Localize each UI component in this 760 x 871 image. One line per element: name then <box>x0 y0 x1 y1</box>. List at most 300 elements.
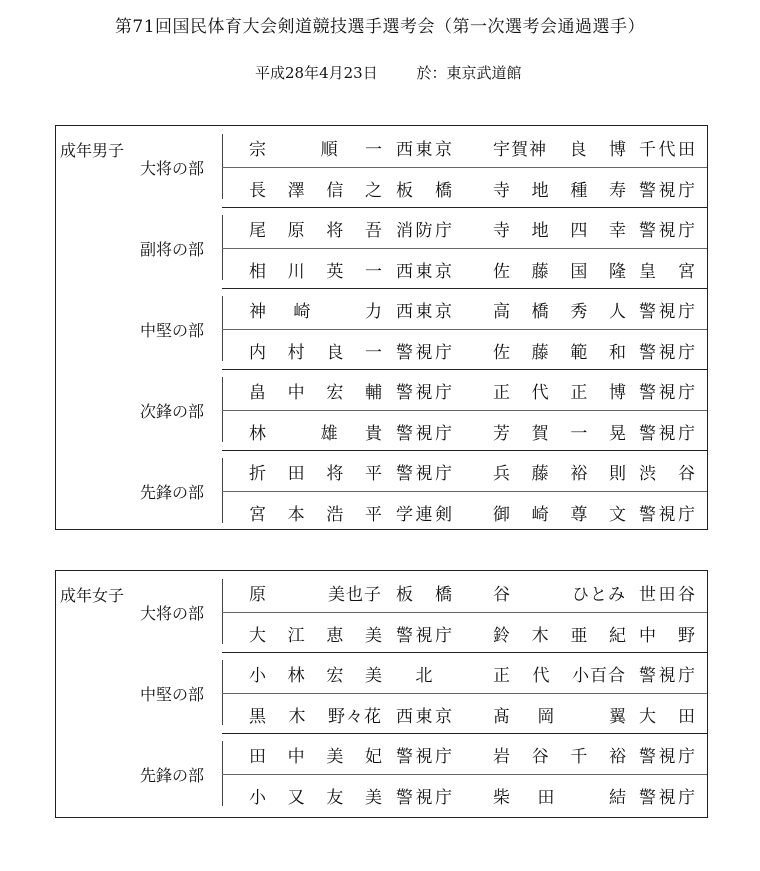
left-player-pref <box>396 500 452 525</box>
division-label: 次鋒の部 <box>140 399 206 422</box>
name-char: 地 <box>531 221 549 241</box>
pref-char: 警 <box>639 787 656 808</box>
pref-char: 視 <box>658 383 676 403</box>
right-player-name <box>493 621 626 646</box>
left-player-name <box>249 257 382 282</box>
page-title: 第71回国民体育大会剣道競技選手選考会（第一次選考会通過選手） <box>114 17 646 37</box>
pref-char: 庁 <box>678 666 695 686</box>
name-char: 江 <box>287 625 305 646</box>
left-player-name <box>249 216 382 241</box>
pref-char: 谷 <box>678 464 695 484</box>
pref-char: 視 <box>415 464 433 484</box>
left-player-pref <box>396 783 452 808</box>
pref-char: 千 <box>639 140 656 160</box>
name-char: 藤 <box>531 464 549 484</box>
pref-char: 中 <box>639 625 656 646</box>
name-char: 地 <box>531 180 549 201</box>
name-char: 友 <box>326 787 344 808</box>
name-char: 良 <box>326 342 344 363</box>
name-char: 人 <box>608 302 626 322</box>
men-section-table <box>55 125 708 530</box>
left-player-name <box>249 580 382 605</box>
name-char: 兵 <box>493 464 510 484</box>
right-player-pref <box>639 419 695 444</box>
right-player-pref <box>639 783 695 808</box>
pref-char: 庁 <box>435 383 452 403</box>
name-char: 尾 <box>249 221 266 241</box>
name-char: 佐 <box>493 261 510 282</box>
right-player-name <box>493 742 626 767</box>
name-char: 平 <box>364 504 382 525</box>
pref-char: 警 <box>639 747 656 767</box>
pref-char: 庁 <box>435 221 452 241</box>
pref-char: 東 <box>415 706 433 727</box>
pref-char: 視 <box>658 666 676 686</box>
pref-char: 視 <box>415 787 433 808</box>
right-player-name <box>493 661 626 686</box>
table-row <box>56 248 707 288</box>
left-player-pref <box>396 297 452 322</box>
pref-char: 視 <box>415 383 433 403</box>
right-player-pref <box>639 500 695 525</box>
left-player-pref <box>396 580 452 605</box>
right-player-pref <box>639 216 695 241</box>
left-player-name <box>249 459 382 484</box>
table-row <box>56 733 707 773</box>
name-char: 崎 <box>293 302 311 322</box>
name-char: 鈴 <box>493 625 510 646</box>
division-label: 先鋒の部 <box>140 480 206 503</box>
left-player-pref <box>396 459 452 484</box>
pref-char: 庁 <box>678 423 695 444</box>
table-row <box>56 329 707 369</box>
right-player-name <box>493 378 626 403</box>
name-char: 一 <box>364 261 382 282</box>
table-row <box>56 693 707 733</box>
right-player-pref <box>639 742 695 767</box>
pref-char: 田 <box>658 585 676 605</box>
right-player-name <box>493 297 626 322</box>
left-player-pref <box>396 419 452 444</box>
name-char: 原 <box>287 221 305 241</box>
left-player-name <box>249 702 382 727</box>
left-player-pref <box>396 338 452 363</box>
name-char: 妃 <box>364 747 382 767</box>
right-player-name <box>493 176 626 201</box>
pref-char: 警 <box>396 747 413 767</box>
name-char: 結 <box>608 787 626 808</box>
left-player-name <box>249 176 382 201</box>
pref-char: 防 <box>415 221 433 241</box>
name-char: 橋 <box>531 302 549 322</box>
right-player-name <box>493 135 626 160</box>
name-char: ひとみ <box>572 585 626 605</box>
division-label: 大将の部 <box>140 601 206 624</box>
name-char: 藤 <box>531 342 549 363</box>
name-char: 田 <box>537 787 555 808</box>
pref-char: 板 <box>396 180 413 201</box>
name-char: 谷 <box>531 747 549 767</box>
pref-char: 視 <box>658 504 676 525</box>
division-label: 中堅の部 <box>140 318 206 341</box>
pref-char: 板 <box>396 585 413 605</box>
name-char: 原 <box>249 585 266 605</box>
right-player-pref <box>639 459 695 484</box>
pref-char: 庁 <box>435 625 452 646</box>
pref-char: 京 <box>435 261 452 282</box>
pref-char: 庁 <box>678 302 695 322</box>
name-char: 将 <box>326 221 344 241</box>
table-row <box>56 167 707 207</box>
name-char: 翼 <box>608 706 626 727</box>
pref-char: 連 <box>415 504 433 525</box>
name-char: 英 <box>326 261 344 282</box>
name-char: 裕 <box>608 747 626 767</box>
name-char: 中 <box>287 383 305 403</box>
name-char: 博 <box>608 383 626 403</box>
name-char: 藤 <box>531 261 549 282</box>
pref-char: 北 <box>415 666 433 686</box>
name-char: 力 <box>364 302 382 322</box>
pref-char: 警 <box>396 342 413 363</box>
pref-char: 谷 <box>678 585 695 605</box>
name-char: 相 <box>249 261 266 282</box>
name-char: 美也子 <box>328 585 382 605</box>
name-char: 澤 <box>287 180 305 201</box>
name-char: 美 <box>364 666 382 686</box>
name-char: 亜 <box>570 625 588 646</box>
name-char: 貴 <box>364 423 382 444</box>
name-char: 高 <box>493 302 510 322</box>
pref-char: 田 <box>678 140 695 160</box>
name-char: 吾 <box>364 221 382 241</box>
name-char: 小 <box>249 666 266 686</box>
pref-char: 庁 <box>435 464 452 484</box>
name-char: 正 <box>570 383 588 403</box>
name-char: 美 <box>364 787 382 808</box>
pref-char: 京 <box>435 706 452 727</box>
name-char: 本 <box>287 504 305 525</box>
name-char: 四 <box>570 221 588 241</box>
right-player-pref <box>639 297 695 322</box>
pref-char: 東 <box>415 302 433 322</box>
table-row <box>56 652 707 692</box>
left-player-pref <box>396 257 452 282</box>
pref-char: 京 <box>435 140 452 160</box>
name-char: 寺 <box>493 180 510 201</box>
name-char: 御 <box>493 504 510 525</box>
pref-char: 警 <box>639 504 656 525</box>
table-row <box>56 369 707 409</box>
right-player-name <box>493 702 626 727</box>
pref-char: 視 <box>658 221 676 241</box>
pref-char: 警 <box>396 423 413 444</box>
table-row <box>56 571 707 611</box>
pref-char: 西 <box>396 140 413 160</box>
left-player-name <box>249 661 382 686</box>
pref-char: 学 <box>396 504 413 525</box>
pref-char: 庁 <box>678 221 695 241</box>
pref-char: 京 <box>435 302 452 322</box>
name-char: 則 <box>608 464 626 484</box>
name-char: 黒 <box>249 706 266 727</box>
name-char: 寿 <box>608 180 626 201</box>
name-char: 川 <box>287 261 305 282</box>
pref-char: 視 <box>658 180 676 201</box>
left-player-name <box>249 500 382 525</box>
name-char: 岩 <box>493 747 510 767</box>
pref-char: 視 <box>658 747 676 767</box>
right-player-name <box>493 338 626 363</box>
right-player-pref <box>639 338 695 363</box>
right-player-pref <box>639 621 695 646</box>
table-row <box>56 126 707 166</box>
table-row <box>56 410 707 450</box>
name-char: 紀 <box>608 625 626 646</box>
name-char: 柴 <box>493 787 510 808</box>
right-player-name <box>493 459 626 484</box>
right-player-name <box>493 216 626 241</box>
pref-char: 剣 <box>435 504 452 525</box>
pref-char: 庁 <box>678 787 695 808</box>
name-char: 裕 <box>570 464 588 484</box>
pref-char: 視 <box>415 423 433 444</box>
name-char: 村 <box>287 342 305 363</box>
name-char: 一 <box>364 342 382 363</box>
name-char: 小百合 <box>572 666 626 686</box>
name-char: 秀 <box>570 302 588 322</box>
name-char: 崎 <box>531 504 549 525</box>
left-player-name <box>249 338 382 363</box>
table-row <box>56 491 707 531</box>
name-char: 中 <box>287 747 305 767</box>
pref-char: 警 <box>396 625 413 646</box>
right-player-pref <box>639 176 695 201</box>
date-venue-line <box>255 62 522 83</box>
left-player-pref <box>396 621 452 646</box>
name-char: 文 <box>608 504 626 525</box>
pref-char: 視 <box>415 342 433 363</box>
division-label: 大将の部 <box>140 156 206 179</box>
name-char: 佐 <box>493 342 510 363</box>
name-char: 尊 <box>570 504 588 525</box>
name-char: 折 <box>249 464 266 484</box>
pref-char: 庁 <box>678 504 695 525</box>
name-char: 宇賀神 <box>493 140 547 160</box>
name-char: 林 <box>249 423 266 444</box>
pref-char: 東 <box>415 140 433 160</box>
name-char: 雄 <box>320 423 338 444</box>
pref-char: 野 <box>678 625 695 646</box>
name-char: 輔 <box>364 383 382 403</box>
division-label: 副将の部 <box>140 237 206 260</box>
right-player-pref <box>639 580 695 605</box>
right-player-pref <box>639 378 695 403</box>
pref-char: 東 <box>415 261 433 282</box>
name-char: 国 <box>570 261 588 282</box>
name-char: 小 <box>249 787 266 808</box>
pref-char: 警 <box>639 666 656 686</box>
name-char: 恵 <box>326 625 344 646</box>
pref-char: 庁 <box>435 787 452 808</box>
pref-char: 警 <box>396 383 413 403</box>
pref-char: 代 <box>658 140 676 160</box>
name-char: 将 <box>326 464 344 484</box>
left-player-name <box>249 783 382 808</box>
pref-char: 渋 <box>639 464 656 484</box>
pref-char: 警 <box>639 383 656 403</box>
right-player-name <box>493 580 626 605</box>
name-char: 一 <box>364 140 382 160</box>
pref-char: 視 <box>658 302 676 322</box>
pref-char: 西 <box>396 302 413 322</box>
category-label: 成年女子 <box>60 586 125 605</box>
pref-char: 視 <box>415 747 433 767</box>
name-char: 又 <box>287 787 305 808</box>
name-char: 髙 <box>493 706 510 727</box>
left-player-pref <box>396 176 452 201</box>
left-player-name <box>249 419 382 444</box>
name-char: 寺 <box>493 221 510 241</box>
pref-char: 庁 <box>678 747 695 767</box>
left-player-pref <box>396 742 452 767</box>
pref-char: 視 <box>658 423 676 444</box>
table-row <box>56 450 707 490</box>
name-char: 美 <box>326 747 344 767</box>
name-char: 美 <box>364 625 382 646</box>
pref-char: 視 <box>415 625 433 646</box>
right-player-name <box>493 419 626 444</box>
right-player-pref <box>639 135 695 160</box>
name-char: 芳 <box>493 423 510 444</box>
name-char: 宏 <box>326 383 344 403</box>
pref-char: 田 <box>678 706 695 727</box>
pref-char: 西 <box>396 261 413 282</box>
pref-char: 警 <box>396 787 413 808</box>
left-player-name <box>249 297 382 322</box>
division-label: 中堅の部 <box>140 682 206 705</box>
pref-char: 庁 <box>678 180 695 201</box>
name-char: 平 <box>364 464 382 484</box>
pref-char: 庁 <box>678 383 695 403</box>
left-player-pref <box>396 702 452 727</box>
name-char: 代 <box>532 666 550 686</box>
left-player-pref <box>396 661 452 686</box>
name-char: 内 <box>249 342 266 363</box>
left-player-pref <box>396 216 452 241</box>
left-player-pref <box>396 378 452 403</box>
pref-char: 庁 <box>435 342 452 363</box>
name-char: 範 <box>570 342 588 363</box>
pref-char: 橋 <box>435 585 452 605</box>
name-char: 宗 <box>249 140 266 160</box>
left-player-name <box>249 135 382 160</box>
name-char: 賀 <box>531 423 549 444</box>
name-char: 和 <box>608 342 626 363</box>
pref-char: 世 <box>639 585 656 605</box>
pref-char: 警 <box>639 180 656 201</box>
name-char: 宮 <box>249 504 266 525</box>
name-char: 正 <box>493 666 510 686</box>
name-char: 晃 <box>608 423 626 444</box>
pref-char: 警 <box>639 302 656 322</box>
right-player-pref <box>639 702 695 727</box>
pref-char: 視 <box>658 342 676 363</box>
name-char: 千 <box>570 747 588 767</box>
venue: 於：東京武道館 <box>416 64 522 82</box>
name-char: 浩 <box>326 504 344 525</box>
pref-char: 消 <box>396 221 413 241</box>
name-char: 神 <box>249 302 266 322</box>
name-char: 良 <box>569 140 587 160</box>
name-char: 大 <box>249 625 266 646</box>
pref-char: 警 <box>639 423 656 444</box>
name-char: 正 <box>493 383 510 403</box>
name-char: 岡 <box>537 706 555 727</box>
name-char: 宏 <box>326 666 344 686</box>
name-char: 幸 <box>608 221 626 241</box>
name-char: 隆 <box>608 261 626 282</box>
pref-char: 警 <box>396 464 413 484</box>
name-char: 之 <box>364 180 382 201</box>
name-char: 信 <box>326 180 344 201</box>
name-char: 田 <box>249 747 266 767</box>
name-char: 野々花 <box>328 706 382 727</box>
name-char: 林 <box>287 666 305 686</box>
name-char: 代 <box>531 383 549 403</box>
right-player-name <box>493 783 626 808</box>
right-player-name <box>493 500 626 525</box>
pref-char: 橋 <box>435 180 452 201</box>
name-char: 博 <box>609 140 626 160</box>
pref-char: 西 <box>396 706 413 727</box>
name-char: 田 <box>287 464 305 484</box>
pref-char: 大 <box>639 706 656 727</box>
table-row <box>56 774 707 814</box>
left-player-name <box>249 742 382 767</box>
category-label: 成年男子 <box>60 141 125 160</box>
pref-char: 庁 <box>678 342 695 363</box>
women-section-table <box>55 570 708 818</box>
pref-char: 宮 <box>678 261 695 282</box>
name-char: 木 <box>288 706 306 727</box>
pref-char: 皇 <box>639 261 656 282</box>
right-player-pref <box>639 661 695 686</box>
table-row <box>56 288 707 328</box>
right-player-name <box>493 257 626 282</box>
table-row <box>56 207 707 247</box>
left-player-pref <box>396 135 452 160</box>
pref-char: 警 <box>639 342 656 363</box>
left-player-name <box>249 378 382 403</box>
table-row <box>56 612 707 652</box>
name-char: 長 <box>249 180 266 201</box>
date: 平成28年4月23日 <box>255 64 378 82</box>
left-player-name <box>249 621 382 646</box>
name-char: 順 <box>320 140 338 160</box>
name-char: 一 <box>570 423 588 444</box>
pref-char: 庁 <box>435 747 452 767</box>
pref-char: 視 <box>658 787 676 808</box>
right-player-pref <box>639 257 695 282</box>
name-char: 谷 <box>493 585 510 605</box>
name-char: 木 <box>531 625 549 646</box>
division-label: 先鋒の部 <box>140 763 206 786</box>
name-char: 種 <box>570 180 588 201</box>
pref-char: 庁 <box>435 423 452 444</box>
pref-char: 警 <box>639 221 656 241</box>
name-char: 畠 <box>249 383 266 403</box>
